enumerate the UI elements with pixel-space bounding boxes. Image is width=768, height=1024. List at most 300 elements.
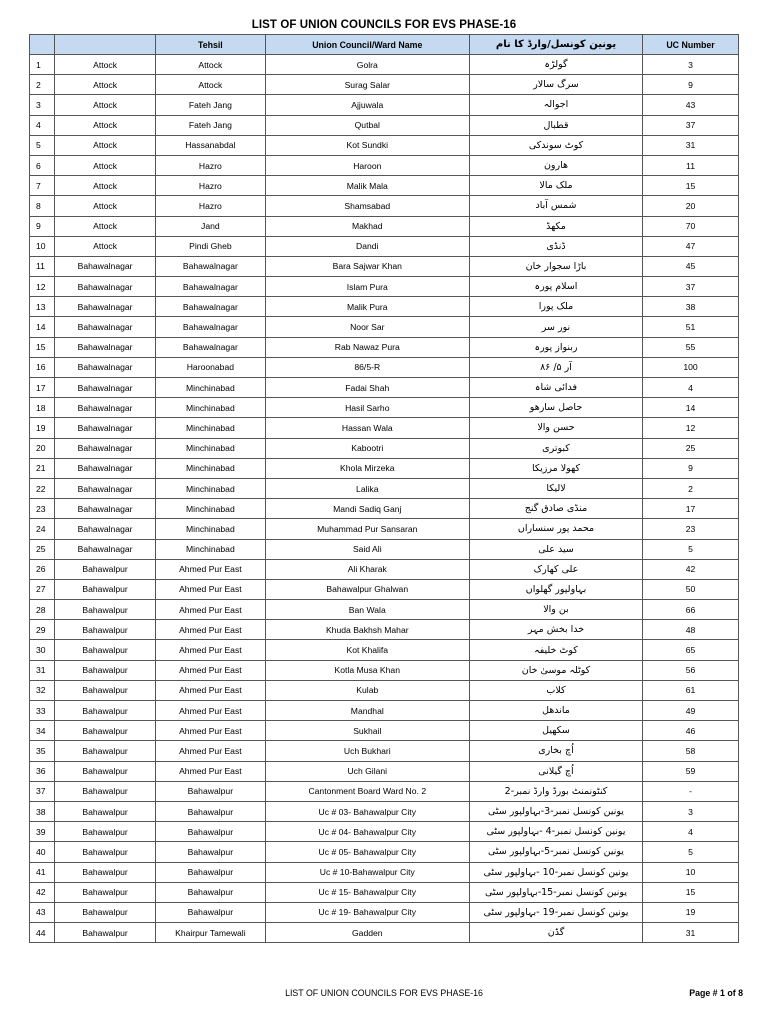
cell-serial: 28: [30, 600, 55, 620]
cell-uc-name: Shamsabad: [265, 196, 469, 216]
cell-uc-number: 100: [643, 357, 739, 377]
cell-uc-name-urdu: ملک پورا: [469, 297, 642, 317]
cell-serial: 14: [30, 317, 55, 337]
cell-uc-number: 11: [643, 155, 739, 175]
cell-serial: 3: [30, 95, 55, 115]
cell-district: Bahawalnagar: [55, 478, 156, 498]
cell-district: Bahawalnagar: [55, 277, 156, 297]
cell-tehsil: Khairpur Tamewali: [156, 923, 265, 943]
cell-tehsil: Ahmed Pur East: [156, 620, 265, 640]
cell-uc-name-urdu: اسلام پورہ: [469, 277, 642, 297]
cell-uc-name-urdu: کبوتری: [469, 438, 642, 458]
cell-uc-name-urdu: کوٹ سوندکی: [469, 135, 642, 155]
cell-tehsil: Jand: [156, 216, 265, 236]
cell-district: Attock: [55, 196, 156, 216]
cell-tehsil: Ahmed Pur East: [156, 741, 265, 761]
table-row: [30, 398, 739, 418]
cell-uc-number: 25: [643, 438, 739, 458]
cell-district: Bahawalpur: [55, 600, 156, 620]
table-row: [30, 478, 739, 498]
cell-tehsil: Hazro: [156, 155, 265, 175]
cell-uc-name: Hasil Sarho: [265, 398, 469, 418]
cell-uc-name-urdu: منڈی صادق گنج: [469, 499, 642, 519]
cell-uc-name-urdu: علی کھارک: [469, 559, 642, 579]
cell-district: Bahawalpur: [55, 923, 156, 943]
cell-serial: 22: [30, 478, 55, 498]
cell-uc-name-urdu: ربنواز پورہ: [469, 337, 642, 357]
table-row: [30, 620, 739, 640]
cell-uc-number: 12: [643, 418, 739, 438]
cell-serial: 44: [30, 923, 55, 943]
cell-uc-name-urdu: بن والا: [469, 600, 642, 620]
cell-district: Bahawalnagar: [55, 378, 156, 398]
cell-tehsil: Ahmed Pur East: [156, 761, 265, 781]
cell-uc-name: Rab Nawaz Pura: [265, 337, 469, 357]
cell-uc-name: Kulab: [265, 680, 469, 700]
cell-uc-name-urdu: فدائی شاہ: [469, 378, 642, 398]
cell-uc-number: 2: [643, 478, 739, 498]
cell-uc-name-urdu: محمد پور سنساراں: [469, 519, 642, 539]
cell-uc-number: 65: [643, 640, 739, 660]
cell-district: Attock: [55, 55, 156, 75]
cell-uc-name-urdu: کھولا مرزیکا: [469, 458, 642, 478]
cell-tehsil: Bahawalpur: [156, 902, 265, 922]
cell-uc-number: 46: [643, 721, 739, 741]
cell-uc-name-urdu: سید علی: [469, 539, 642, 559]
cell-tehsil: Ahmed Pur East: [156, 721, 265, 741]
cell-tehsil: Bahawalnagar: [156, 277, 265, 297]
cell-serial: 7: [30, 176, 55, 196]
table-row: [30, 660, 739, 680]
cell-district: Attock: [55, 135, 156, 155]
cell-uc-number: 14: [643, 398, 739, 418]
cell-uc-name: Uc # 05- Bahawalpur City: [265, 842, 469, 862]
header-uc-name-urdu: یونین کونسل/وارڈ کا نام: [469, 35, 642, 55]
cell-tehsil: Attock: [156, 75, 265, 95]
cell-tehsil: Attock: [156, 55, 265, 75]
cell-uc-name: Mandhal: [265, 701, 469, 721]
table-row: [30, 822, 739, 842]
cell-tehsil: Minchinabad: [156, 418, 265, 438]
cell-uc-name: Dandi: [265, 236, 469, 256]
cell-serial: 37: [30, 781, 55, 801]
cell-uc-name: Uch Bukhari: [265, 741, 469, 761]
cell-uc-number: 15: [643, 882, 739, 902]
table-row: [30, 680, 739, 700]
cell-uc-name-urdu: ڈنڈی: [469, 236, 642, 256]
cell-uc-name: Golra: [265, 55, 469, 75]
cell-uc-name: Makhad: [265, 216, 469, 236]
cell-tehsil: Minchinabad: [156, 458, 265, 478]
cell-serial: 30: [30, 640, 55, 660]
cell-uc-name-urdu: گولڑہ: [469, 55, 642, 75]
cell-district: Bahawalpur: [55, 842, 156, 862]
cell-serial: 11: [30, 256, 55, 276]
cell-serial: 15: [30, 337, 55, 357]
cell-district: Bahawalnagar: [55, 539, 156, 559]
cell-uc-name-urdu: شمس آباد: [469, 196, 642, 216]
table-row: [30, 499, 739, 519]
cell-uc-number: 45: [643, 256, 739, 276]
cell-uc-number: 58: [643, 741, 739, 761]
cell-uc-name-urdu: کنٹونمنٹ بورڈ وارڈ نمبر-2: [469, 781, 642, 801]
cell-uc-number: 61: [643, 680, 739, 700]
cell-uc-name-urdu: سکھیل: [469, 721, 642, 741]
cell-uc-name: Uc # 04- Bahawalpur City: [265, 822, 469, 842]
table-row: [30, 378, 739, 398]
cell-serial: 34: [30, 721, 55, 741]
table-row: [30, 277, 739, 297]
document-title: LIST OF UNION COUNCILS FOR EVS PHASE-16: [251, 19, 517, 31]
cell-uc-name: Uc # 19- Bahawalpur City: [265, 902, 469, 922]
cell-serial: 8: [30, 196, 55, 216]
cell-district: Bahawalpur: [55, 741, 156, 761]
cell-district: Attock: [55, 155, 156, 175]
cell-serial: 27: [30, 579, 55, 599]
cell-uc-number: 23: [643, 519, 739, 539]
union-councils-table: [29, 34, 739, 943]
cell-uc-name-urdu: یونین کونسل نمبر-5-بہاولپور سٹی: [469, 842, 642, 862]
cell-serial: 24: [30, 519, 55, 539]
cell-uc-name: Khuda Bakhsh Mahar: [265, 620, 469, 640]
cell-district: Attock: [55, 75, 156, 95]
cell-uc-name: Khola Mirzeka: [265, 458, 469, 478]
cell-uc-number: 5: [643, 539, 739, 559]
cell-tehsil: Bahawalpur: [156, 882, 265, 902]
table-row: [30, 135, 739, 155]
cell-uc-name: Uc # 10-Bahawalpur City: [265, 862, 469, 882]
cell-tehsil: Minchinabad: [156, 499, 265, 519]
cell-uc-name: Kot Khalifa: [265, 640, 469, 660]
cell-tehsil: Bahawalpur: [156, 781, 265, 801]
cell-uc-name-urdu: یونین کونسل نمبر-15-بہاولپور سٹی: [469, 882, 642, 902]
cell-uc-number: 37: [643, 115, 739, 135]
table-row: [30, 902, 739, 922]
cell-uc-number: 50: [643, 579, 739, 599]
table-row: [30, 236, 739, 256]
cell-uc-number: 38: [643, 297, 739, 317]
cell-uc-name-urdu: کوٹلہ موسیٰ خان: [469, 660, 642, 680]
cell-uc-name: Cantonment Board Ward No. 2: [265, 781, 469, 801]
cell-uc-name: Kot Sundki: [265, 135, 469, 155]
cell-district: Attock: [55, 236, 156, 256]
cell-uc-name-urdu: آر ۵/ ۸۶: [469, 357, 642, 377]
table-row: [30, 741, 739, 761]
cell-uc-name: Uch Gilani: [265, 761, 469, 781]
cell-serial: 23: [30, 499, 55, 519]
cell-tehsil: Ahmed Pur East: [156, 660, 265, 680]
cell-district: Bahawalnagar: [55, 337, 156, 357]
cell-tehsil: Minchinabad: [156, 478, 265, 498]
table-row: [30, 539, 739, 559]
cell-uc-name-urdu: قطبال: [469, 115, 642, 135]
cell-tehsil: Bahawalnagar: [156, 317, 265, 337]
cell-uc-name: Gadden: [265, 923, 469, 943]
cell-uc-number: -: [643, 781, 739, 801]
cell-serial: 29: [30, 620, 55, 640]
cell-district: Bahawalpur: [55, 701, 156, 721]
cell-district: Bahawalnagar: [55, 499, 156, 519]
table-row: [30, 55, 739, 75]
cell-tehsil: Minchinabad: [156, 438, 265, 458]
cell-uc-number: 3: [643, 801, 739, 821]
cell-district: Bahawalpur: [55, 902, 156, 922]
cell-district: Bahawalnagar: [55, 398, 156, 418]
cell-uc-name: Said Ali: [265, 539, 469, 559]
cell-uc-name: Ajjuwala: [265, 95, 469, 115]
cell-uc-name-urdu: نور سر: [469, 317, 642, 337]
cell-serial: 9: [30, 216, 55, 236]
cell-tehsil: Minchinabad: [156, 378, 265, 398]
cell-uc-name-urdu: ماندھل: [469, 701, 642, 721]
table-row: [30, 418, 739, 438]
table-row: [30, 317, 739, 337]
cell-uc-name: Fadai Shah: [265, 378, 469, 398]
table-row: [30, 721, 739, 741]
cell-tehsil: Ahmed Pur East: [156, 579, 265, 599]
cell-district: Bahawalpur: [55, 862, 156, 882]
cell-serial: 17: [30, 378, 55, 398]
cell-uc-name: Bahawalpur Ghalwan: [265, 579, 469, 599]
cell-serial: 33: [30, 701, 55, 721]
cell-district: Bahawalnagar: [55, 297, 156, 317]
cell-district: Bahawalpur: [55, 660, 156, 680]
page-number: Page # 1 of 8: [689, 988, 743, 998]
cell-tehsil: Haroonabad: [156, 357, 265, 377]
cell-uc-number: 3: [643, 55, 739, 75]
cell-uc-number: 10: [643, 862, 739, 882]
cell-district: Bahawalpur: [55, 761, 156, 781]
cell-serial: 36: [30, 761, 55, 781]
cell-uc-name: Hassan Wala: [265, 418, 469, 438]
cell-tehsil: Bahawalnagar: [156, 297, 265, 317]
cell-serial: 12: [30, 277, 55, 297]
table-row: [30, 438, 739, 458]
cell-uc-name-urdu: هارون: [469, 155, 642, 175]
cell-serial: 41: [30, 862, 55, 882]
cell-serial: 25: [30, 539, 55, 559]
cell-uc-name: Ban Wala: [265, 600, 469, 620]
table-row: [30, 216, 739, 236]
cell-uc-number: 4: [643, 378, 739, 398]
cell-serial: 16: [30, 357, 55, 377]
table-row: [30, 579, 739, 599]
table-row: [30, 862, 739, 882]
cell-uc-number: 47: [643, 236, 739, 256]
cell-serial: 19: [30, 418, 55, 438]
cell-serial: 5: [30, 135, 55, 155]
cell-uc-name-urdu: اُچ گیلانی: [469, 761, 642, 781]
table-row: [30, 155, 739, 175]
cell-serial: 38: [30, 801, 55, 821]
cell-serial: 13: [30, 297, 55, 317]
cell-uc-name: Kotla Musa Khan: [265, 660, 469, 680]
cell-uc-name-urdu: بہاولپور گھلواں: [469, 579, 642, 599]
table-row: [30, 297, 739, 317]
cell-uc-name: Uc # 15- Bahawalpur City: [265, 882, 469, 902]
cell-uc-name-urdu: حسن والا: [469, 418, 642, 438]
cell-district: Bahawalpur: [55, 822, 156, 842]
cell-tehsil: Bahawalpur: [156, 822, 265, 842]
cell-tehsil: Bahawalnagar: [156, 256, 265, 276]
cell-uc-name-urdu: یونین کونسل نمبر-10 -بہاولپور سٹی: [469, 862, 642, 882]
table-row: [30, 75, 739, 95]
cell-district: Attock: [55, 176, 156, 196]
cell-uc-name: Bara Sajwar Khan: [265, 256, 469, 276]
cell-uc-name-urdu: حاصل سارھو: [469, 398, 642, 418]
footer-title: LIST OF UNION COUNCILS FOR EVS PHASE-16: [285, 988, 483, 998]
cell-uc-number: 43: [643, 95, 739, 115]
cell-uc-number: 42: [643, 559, 739, 579]
cell-serial: 32: [30, 680, 55, 700]
cell-uc-name-urdu: باڑا سجوار خان: [469, 256, 642, 276]
cell-district: Bahawalnagar: [55, 438, 156, 458]
cell-district: Bahawalpur: [55, 640, 156, 660]
cell-serial: 1: [30, 55, 55, 75]
cell-district: Bahawalnagar: [55, 317, 156, 337]
cell-uc-name-urdu: لالیکا: [469, 478, 642, 498]
cell-uc-name-urdu: یونین کونسل نمبر-3-بہاولپور سٹی: [469, 801, 642, 821]
cell-tehsil: Minchinabad: [156, 519, 265, 539]
cell-serial: 4: [30, 115, 55, 135]
table-row: [30, 176, 739, 196]
header-uc-number: UC Number: [643, 35, 739, 55]
cell-uc-name-urdu: مکھڈ: [469, 216, 642, 236]
cell-district: Bahawalnagar: [55, 256, 156, 276]
cell-uc-name: Kabootri: [265, 438, 469, 458]
cell-district: Bahawalpur: [55, 620, 156, 640]
cell-tehsil: Hazro: [156, 176, 265, 196]
table-row: [30, 337, 739, 357]
cell-uc-name-urdu: اجوالہ: [469, 95, 642, 115]
cell-uc-name-urdu: گڈن: [469, 923, 642, 943]
table-row: [30, 801, 739, 821]
table-row: [30, 519, 739, 539]
cell-uc-name: Haroon: [265, 155, 469, 175]
cell-uc-number: 31: [643, 923, 739, 943]
cell-serial: 26: [30, 559, 55, 579]
header-district: [55, 35, 156, 55]
cell-serial: 10: [30, 236, 55, 256]
header-tehsil: Tehsil: [156, 35, 265, 55]
cell-uc-name: Islam Pura: [265, 277, 469, 297]
cell-uc-number: 48: [643, 620, 739, 640]
table-row: [30, 923, 739, 943]
cell-tehsil: Minchinabad: [156, 539, 265, 559]
cell-tehsil: Bahawalnagar: [156, 337, 265, 357]
cell-serial: 20: [30, 438, 55, 458]
cell-uc-number: 19: [643, 902, 739, 922]
table-row: [30, 458, 739, 478]
cell-district: Bahawalpur: [55, 680, 156, 700]
cell-uc-number: 59: [643, 761, 739, 781]
cell-uc-number: 9: [643, 458, 739, 478]
table-row: [30, 640, 739, 660]
cell-tehsil: Bahawalpur: [156, 801, 265, 821]
table-row: [30, 882, 739, 902]
cell-uc-name-urdu: اُچ بخاری: [469, 741, 642, 761]
table-row: [30, 781, 739, 801]
cell-uc-name: Malik Mala: [265, 176, 469, 196]
cell-district: Attock: [55, 115, 156, 135]
cell-uc-number: 17: [643, 499, 739, 519]
cell-tehsil: Hazro: [156, 196, 265, 216]
cell-uc-number: 70: [643, 216, 739, 236]
cell-uc-name: Surag Salar: [265, 75, 469, 95]
table-row: [30, 115, 739, 135]
cell-uc-number: 51: [643, 317, 739, 337]
cell-uc-name: Sukhail: [265, 721, 469, 741]
cell-district: Bahawalpur: [55, 559, 156, 579]
cell-serial: 21: [30, 458, 55, 478]
cell-serial: 6: [30, 155, 55, 175]
cell-uc-name: Muhammad Pur Sansaran: [265, 519, 469, 539]
cell-district: Bahawalnagar: [55, 418, 156, 438]
table-row: [30, 701, 739, 721]
cell-uc-number: 9: [643, 75, 739, 95]
cell-district: Bahawalpur: [55, 579, 156, 599]
table-header-row: [30, 35, 739, 55]
table-row: [30, 196, 739, 216]
table-row: [30, 559, 739, 579]
table-row: [30, 357, 739, 377]
cell-uc-name-urdu: یونین کونسل نمبر-19 -بہاولپور سٹی: [469, 902, 642, 922]
cell-uc-number: 5: [643, 842, 739, 862]
cell-uc-name: Lalika: [265, 478, 469, 498]
cell-uc-number: 37: [643, 277, 739, 297]
cell-district: Bahawalnagar: [55, 519, 156, 539]
table-row: [30, 761, 739, 781]
cell-uc-number: 66: [643, 600, 739, 620]
cell-tehsil: Bahawalpur: [156, 842, 265, 862]
cell-district: Attock: [55, 95, 156, 115]
cell-tehsil: Ahmed Pur East: [156, 559, 265, 579]
cell-district: Bahawalnagar: [55, 458, 156, 478]
cell-district: Bahawalpur: [55, 801, 156, 821]
cell-tehsil: Ahmed Pur East: [156, 640, 265, 660]
cell-serial: 18: [30, 398, 55, 418]
cell-uc-name-urdu: کلاب: [469, 680, 642, 700]
cell-tehsil: Hassanabdal: [156, 135, 265, 155]
table-row: [30, 842, 739, 862]
cell-uc-name: Mandi Sadiq Ganj: [265, 499, 469, 519]
cell-district: Bahawalpur: [55, 781, 156, 801]
cell-uc-name: Noor Sar: [265, 317, 469, 337]
cell-tehsil: Pindi Gheb: [156, 236, 265, 256]
table-row: [30, 600, 739, 620]
cell-uc-name-urdu: سرگ سالار: [469, 75, 642, 95]
cell-uc-number: 55: [643, 337, 739, 357]
cell-uc-name-urdu: کوٹ خلیفہ: [469, 640, 642, 660]
cell-district: Bahawalpur: [55, 882, 156, 902]
table-row: [30, 256, 739, 276]
cell-uc-name: Malik Pura: [265, 297, 469, 317]
cell-serial: 35: [30, 741, 55, 761]
cell-uc-number: 31: [643, 135, 739, 155]
cell-tehsil: Ahmed Pur East: [156, 701, 265, 721]
cell-uc-name: Qutbal: [265, 115, 469, 135]
cell-uc-name-urdu: ملک مالا: [469, 176, 642, 196]
cell-uc-number: 49: [643, 701, 739, 721]
cell-tehsil: Bahawalpur: [156, 862, 265, 882]
table-body: [30, 55, 739, 943]
cell-uc-name: Uc # 03- Bahawalpur City: [265, 801, 469, 821]
cell-uc-number: 56: [643, 660, 739, 680]
cell-district: Bahawalpur: [55, 721, 156, 741]
header-serial: [30, 35, 55, 55]
cell-uc-name: Ali Kharak: [265, 559, 469, 579]
cell-tehsil: Fateh Jang: [156, 115, 265, 135]
